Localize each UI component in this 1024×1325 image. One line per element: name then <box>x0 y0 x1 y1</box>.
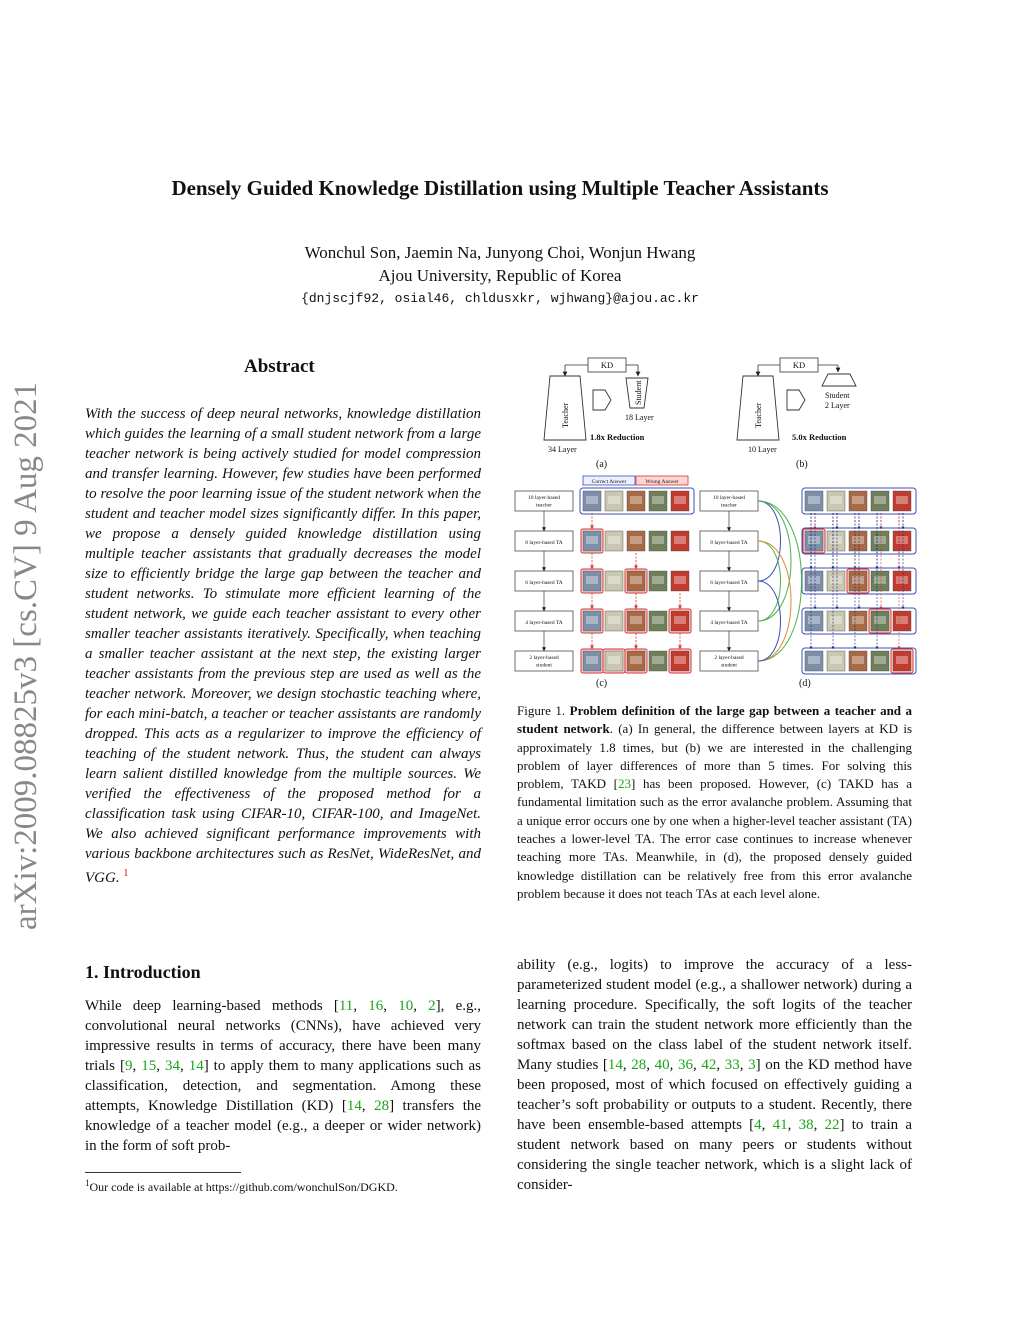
layer-box <box>515 531 573 551</box>
citation-link[interactable]: 9 <box>124 1058 133 1074</box>
author-emails: {dnjscjf92, osial46, chldusxkr, wjhwang}@ajou.ac.kr <box>301 291 699 306</box>
legend-correct: Correct Answer <box>591 479 627 485</box>
layer-box <box>515 571 573 591</box>
citation-link[interactable]: 14 <box>607 1057 623 1073</box>
citation-link[interactable]: 3 <box>748 1057 756 1073</box>
citation-link[interactable]: 14 <box>346 1098 362 1114</box>
footnote-text: Our code is available at https://github.com/wonchulSon/DGKD. <box>89 1180 398 1194</box>
caption-bold: Problem definition of the large gap between a teacher and a student network <box>517 703 912 737</box>
layer-label: student <box>721 662 737 669</box>
panel-a <box>544 358 654 470</box>
citation-link[interactable]: 34 <box>164 1058 180 1074</box>
citation-link[interactable]: 23 <box>618 776 632 792</box>
citation-link[interactable]: 28 <box>374 1098 390 1114</box>
citation-link[interactable]: 11 <box>338 998 354 1014</box>
image-row <box>581 649 691 673</box>
caption-prefix: Figure 1. <box>517 703 570 718</box>
citation-link[interactable]: 16 <box>368 998 384 1014</box>
citation-link[interactable]: 15 <box>141 1058 157 1074</box>
guidance-curve <box>758 501 802 661</box>
layer-box <box>515 491 573 511</box>
layer-box <box>700 651 758 671</box>
panel-b <box>737 358 856 470</box>
label-a: (a) <box>596 459 608 470</box>
teacher-label: Teacher <box>754 402 763 428</box>
image-row <box>581 569 689 593</box>
citation-link[interactable]: 38 <box>798 1117 814 1133</box>
figure-1 <box>510 350 920 695</box>
layer-box <box>700 531 758 551</box>
introduction-heading: 1. Introduction <box>85 962 201 982</box>
introduction-body: While deep learning-based methods [11, 16, 10, 2], e.g., convolutional neural networks (CNNs), have achieved very impressive results in terms of accuracy, there have been many trials [9, 15, 34, 14] to apply them to many applications such as classification, detection, and segmentation. Among these attempts, Knowledge Distillation (KD) [14, 28] transfers the knowledge of a teacher model (e.g., a deeper or wider network) in the form of soft prob- <box>85 998 482 1154</box>
image-row <box>580 488 694 514</box>
layer-label: 6 layer-based TA <box>710 580 748 586</box>
citation-link[interactable]: 22 <box>824 1117 840 1133</box>
layer-label: 4 layer-based TA <box>525 620 563 626</box>
layer-box <box>700 611 758 631</box>
abstract-text: With the success of deep neural networks, knowledge distillation which guides the learning of a small student network from a large teacher network is being actively studied for model compression and transfer learning. However, few studies have been performed to resolve the poor learning issue of the student network when the student and teacher model sizes significantly differ. In this paper, we propose a densely guided knowledge distillation using multiple teacher assistants that gradually decreases the model size to efficiently bridge the large gap between the teacher and student networks. To stimulate more efficient learning of the student network, we guide each teacher assistant to every other smaller teacher assistants iteratively. Specifically, when teaching a smaller teacher assistant at the next step, the existing larger teacher assistants from the previous step are used as well as the teacher network. Moreover, we design stochastic teaching where, for each mini-batch, a teacher or teacher assistants are randomly dropped. This acts as a regularizer to improve the efficiency of teaching of the student network. Thus, the student can always learn salient distilled knowledge from the multiple sources. We verified the effectiveness of the proposed method for a classification task using CIFAR-10, CIFAR-100, and ImageNet. We also achieved significant performance improvements with various backbone architectures such as ResNet, WideResNet, and VGG. <box>85 406 481 886</box>
intro-text-2: ], e.g., convolutional neural networks (CNNs), have achieved very impressive results in terms of accuracy, there have been many trials [ <box>85 998 482 1074</box>
student-layers: 2 Layer <box>825 401 850 410</box>
student-layers: 18 Layer <box>625 413 654 422</box>
authors: Wonchul Son, Jaemin Na, Junyong Choi, Wonjun Hwang <box>304 243 696 262</box>
citation-link[interactable]: 33 <box>724 1057 740 1073</box>
layer-label: 8 layer-based TA <box>525 540 563 546</box>
citation-link[interactable]: 14 <box>188 1058 204 1074</box>
intro-text-4: ] transfers the knowledge of a teacher model (e.g., a deeper or wider network) in the form of soft prob- <box>85 1098 482 1154</box>
legend-wrong: Wrong Answer <box>645 479 679 485</box>
intro-text-3: ] to apply them to many applications such as classification, detection, and segmentation. Among these attempts, Knowledge Distillation (KD) [ <box>85 1058 481 1114</box>
kd-label: KD <box>600 360 614 370</box>
citation-link[interactable]: 2 <box>428 998 436 1014</box>
image-row <box>581 609 691 633</box>
guidance-curve <box>758 501 791 621</box>
layer-box <box>515 651 573 671</box>
citation-link[interactable]: 41 <box>772 1117 788 1133</box>
figure-caption <box>517 702 912 903</box>
layer-box <box>515 611 573 631</box>
layer-label: 2 layer-based <box>529 655 559 661</box>
caption-text-2: ] has been proposed. However, (c) TAKD has a fundamental limitation such as the error avalanche problem. Assuming that a unique error occurs one by one when a higher-level teacher assistant (TA) teaches a lower-level TA. The error case continues to increase whenever teaching more TAs. Meanwhile, in (d), the proposed densely guided knowledge distillation can be relatively free from this error avalanche problem because it does not teach TAs at each level alone. <box>517 776 913 901</box>
caption-text: . (a) In general, the difference between layers at KD is approximately 1.8 times, but (b) we are interested in the challenging problem of layer differences of more than 5 times. For solving this problem, TAKD [ <box>517 721 912 792</box>
image-row <box>802 488 916 514</box>
abstract-body <box>85 404 481 888</box>
arxiv-sidebar <box>8 360 58 930</box>
layer-label: teacher <box>721 502 737 509</box>
layer-box <box>700 491 758 511</box>
layer-label: 2 layer-based <box>714 655 744 661</box>
arxiv-identifier: arXiv:2009.08825v3 [cs.CV] 9 Aug 2021 <box>8 381 44 930</box>
footnote: $^1$Our code is available at https://github.com/wonchulSon/DGKD. <box>85 1178 398 1194</box>
layer-label: 8 layer-based TA <box>710 540 748 546</box>
citation-link[interactable]: 4 <box>754 1117 762 1133</box>
citation-link[interactable]: 28 <box>631 1057 647 1073</box>
teacher-layers-a: 34 Layer <box>548 445 577 454</box>
right-column-body: ability (e.g., logits) to improve the accuracy of a less-parameterized student model (e.g., a shallower network) during a learning procedure. Specifically, the soft logits of the teacher network can train the student network more efficiently than the softmax based on the class label of the student network itself. Many studies [14, 28, 40, 36, 42, 33, 3] on the KD method have been proposed, most of which focused on effectively guiding a teacher’s soft probability or outputs to a student. Recently, there have been ensemble-based attempts [4, 41, 38, 22] to train a student network based on many peers or students without considering the single teacher network, which is a slight lack of consider- <box>517 957 913 1193</box>
student-label: Student <box>825 391 850 400</box>
layer-label: 4 layer-based TA <box>710 620 748 626</box>
reduction-b: 5.0x Reduction <box>792 432 847 442</box>
distill-arrow <box>787 390 805 410</box>
citation-link[interactable]: 42 <box>701 1057 717 1073</box>
layer-label: 6 layer-based TA <box>525 580 563 586</box>
teacher-label: Teacher <box>561 402 570 428</box>
footnote-rule <box>85 1172 241 1173</box>
footnote-mark[interactable]: 1 <box>123 868 129 879</box>
reduction-a: 1.8x Reduction <box>590 432 645 442</box>
image-row <box>802 648 916 674</box>
label-c: (c) <box>596 678 608 689</box>
student-label: Student <box>634 380 643 405</box>
citation-link[interactable]: 10 <box>398 998 414 1014</box>
kd-label: KD <box>792 360 806 370</box>
right-text-1: ability (e.g., logits) to improve the accuracy of a less-parameterized student model (e.g., a shallower network) during a learning procedure. Specifically, the soft logits of the teacher network can train the student network more efficiently than the softmax based on the class label of the student network itself. Many studies [ <box>517 957 912 1073</box>
intro-text-1: While deep learning-based methods [ <box>85 998 339 1014</box>
label-b: (b) <box>796 459 808 470</box>
student-trapezoid <box>822 374 856 386</box>
right-text-2: ] on the KD method have been proposed, most of which focused on effectively guiding a teacher’s soft probability or outputs to a student. Recently, there have been ensemble-based attempts [ <box>517 1057 913 1133</box>
layer-label: student <box>536 662 552 669</box>
paper-title: Densely Guided Knowledge Distillation using Multiple Teacher Assistants <box>171 176 829 200</box>
right-text-3: ] to train a student network based on many peers or students without considering the single teacher network, which is a slight lack of consider- <box>517 1117 912 1193</box>
teacher-layers-b: 10 Layer <box>748 445 777 454</box>
distill-arrow <box>593 390 611 410</box>
citation-link[interactable]: 40 <box>654 1057 670 1073</box>
image-row <box>581 529 689 553</box>
affiliation: Ajou University, Republic of Korea <box>378 266 622 285</box>
abstract-heading: Abstract <box>244 356 315 377</box>
citation-link[interactable]: 36 <box>678 1057 694 1073</box>
guidance-curve <box>758 541 791 661</box>
label-d: (d) <box>799 678 811 689</box>
layer-label: 10 layer-based <box>712 495 746 501</box>
legend <box>583 476 688 485</box>
layer-label: teacher <box>536 502 552 509</box>
layer-box <box>700 571 758 591</box>
layer-label: 10 layer-based <box>527 495 561 501</box>
